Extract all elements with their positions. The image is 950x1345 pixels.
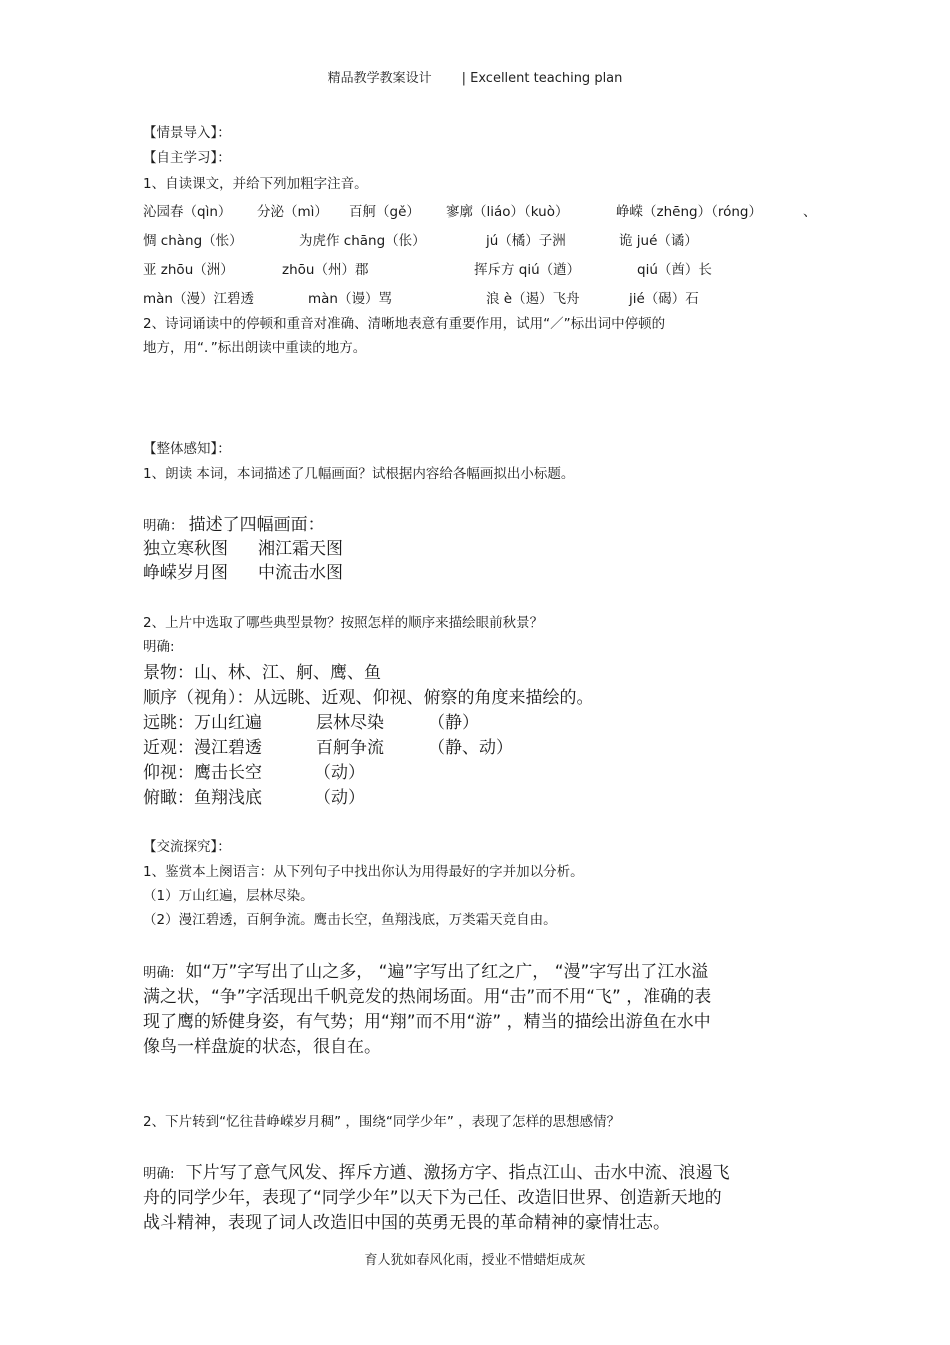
pinyin-item: 百舸（gě）	[349, 204, 420, 220]
answer-label: 明确:	[143, 1166, 175, 1182]
view-second: 百舸争流	[316, 738, 384, 758]
picture-title: 峥嵘岁月图	[143, 563, 228, 583]
pinyin-item: 沁园春（qìn）	[143, 204, 232, 220]
pinyin-item: 挥斥方 qiú（遒）	[474, 262, 581, 278]
view-label: 远眺：万山红遍	[143, 713, 262, 733]
page-footer: 育人犹如春风化雨，授业不惜蜡炬成灰	[364, 1253, 586, 1268]
pinyin-item: 为虎作 chāng（伥）	[299, 233, 426, 249]
view-row	[143, 783, 365, 808]
pinyin-item: 诡 jué（谲）	[619, 233, 698, 249]
pinyin-item: màn（谩）骂	[308, 291, 392, 307]
answer-text: 如“万”字写出了山之多， “遍”字写出了红之广， “漫”字写出了江水溢	[185, 962, 709, 982]
section-overall: 【整体感知】：	[143, 441, 231, 457]
overall-q2-label: 明确:	[143, 639, 175, 655]
explore-a2-line	[143, 1158, 730, 1183]
page-header	[0, 67, 950, 86]
scenery-line: 景物：山、林、江、舸、鹰、鱼	[143, 663, 381, 683]
view-label: 近观：漫江碧透	[143, 738, 262, 758]
picture-title: 独立寒秋图	[143, 539, 228, 559]
header-title-cn: 精品教学教案设计	[327, 71, 432, 86]
view-type: （静、动）	[428, 738, 513, 758]
answer-label: 明确:	[143, 965, 175, 981]
explore-a1-line	[143, 957, 708, 982]
picture-title: 湘江霜天图	[258, 539, 343, 559]
self-study-q2-line1: 2、诗词诵读中的停顿和重音对准确、清晰地表意有重要作用，试用“／”标出词中停顿的	[143, 316, 666, 332]
explore-a2-line: 战斗精神，表现了词人改造旧中国的英勇无畏的革命精神的豪情壮志。	[143, 1213, 670, 1233]
view-row	[143, 733, 513, 758]
picture-title: 中流击水图	[258, 563, 343, 583]
answer-text: 下片写了意气风发、挥斥方遒、激扬方字、指点江山、击水中流、浪遏飞	[185, 1163, 730, 1183]
pinyin-item: zhōu（州）郡	[282, 262, 369, 278]
self-study-q2-line2: 地方，用“．”标出朗读中重读的地方。	[143, 340, 367, 356]
section-explore: 【交流探究】：	[143, 839, 231, 855]
self-study-q1: 1、自读课文，并给下列加粗字注音。	[143, 176, 368, 192]
explore-a1-line: 现了鹰的矫健身姿，有气势；用“翔”而不用“游” ，精当的描绘出游鱼在水中	[143, 1012, 711, 1032]
pinyin-item: 分泌（mì）	[257, 204, 328, 220]
explore-option-2: （2）漫江碧透，百舸争流。鹰击长空，鱼翔浅底，万类霜天竞自由。	[143, 912, 557, 928]
pinyin-item: màn（漫）江碧透	[143, 291, 254, 307]
pinyin-item: 寥廓（liáo）（kuò）	[446, 204, 569, 220]
picture-row-2	[143, 558, 343, 583]
view-row	[143, 708, 479, 733]
explore-q2: 2、下片转到“忆往昔峥嵘岁月稠” ，围绕“同学少年” ，表现了怎样的思想感情？	[143, 1114, 621, 1130]
view-type: （动）	[314, 763, 365, 783]
overall-answer	[143, 510, 325, 535]
answer-label: 明确：	[143, 518, 184, 534]
explore-a1-line: 像鸟一样盘旋的状态，很自在。	[143, 1037, 381, 1057]
explore-option-1: （1）万山红遍，层林尽染。	[143, 888, 314, 904]
section-self-study: 【自主学习】：	[143, 150, 231, 166]
explore-a1-line: 满之状，“争”字活现出千帆竞发的热闹场面。用“击”而不用“飞” ，准确的表	[143, 987, 712, 1007]
view-type: （动）	[314, 788, 365, 808]
view-second: 层林尽染	[316, 713, 384, 733]
pinyin-item: 峥嵘（zhēng）（róng）	[616, 204, 762, 220]
pinyin-item: 、	[803, 204, 817, 220]
order-line: 顺序（视角）：从远眺、近观、仰视、俯察的角度来描绘的。	[143, 688, 594, 708]
view-label: 仰视：鹰击长空	[143, 763, 262, 783]
picture-row-1	[143, 534, 343, 559]
pinyin-item: 惆 chàng（怅）	[143, 233, 243, 249]
view-label: 俯瞰：鱼翔浅底	[143, 788, 262, 808]
pinyin-item: 亚 zhōu（洲）	[143, 262, 234, 278]
pinyin-item: jié（碣）石	[629, 291, 699, 307]
explore-a2-line: 舟的同学少年，表现了“同学少年”以天下为己任、改造旧世界、创造新天地的	[143, 1188, 722, 1208]
explore-q1: 1、鉴赏本上阕语言：从下列句子中找出你认为用得最好的字并加以分析。	[143, 864, 584, 880]
pinyin-item: qiú（酋）长	[637, 262, 712, 278]
overall-q1: 1、朗读 本词，本词描述了几幅画面？试根据内容给各幅画拟出小标题。	[143, 466, 575, 482]
overall-q2: 2、上片中选取了哪些典型景物？按照怎样的顺序来描绘眼前秋景？	[143, 615, 544, 631]
view-row	[143, 758, 365, 783]
pinyin-item: jú（橘）子洲	[486, 233, 566, 249]
pinyin-item: 浪 è（遏）飞舟	[486, 291, 580, 307]
answer-text: 描述了四幅画面：	[188, 515, 325, 535]
section-intro: 【情景导入】：	[143, 125, 231, 141]
view-type: （静）	[428, 713, 479, 733]
header-title-en: | Excellent teaching plan	[461, 71, 623, 86]
